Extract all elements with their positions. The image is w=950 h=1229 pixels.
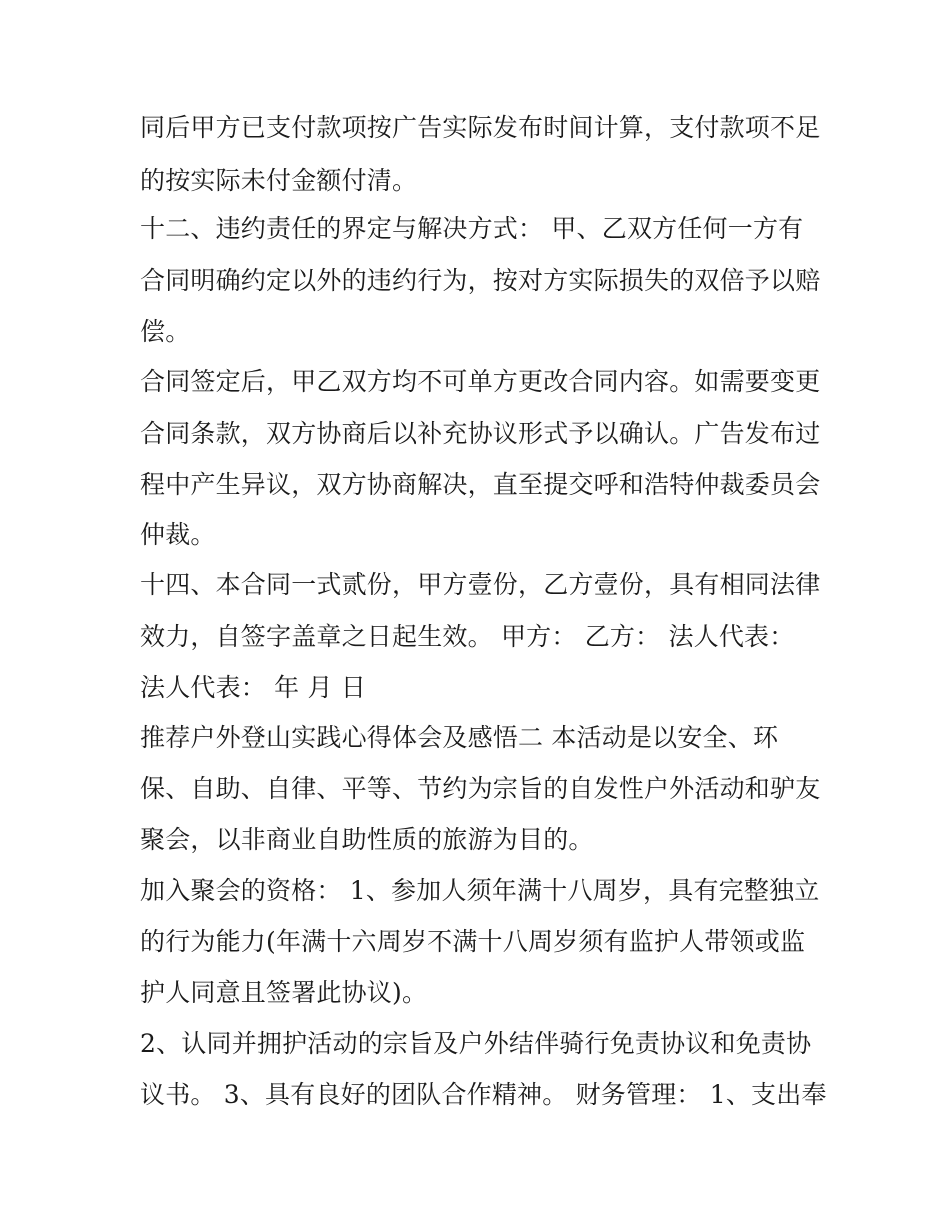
text-line: 程中产生异议，双方协商解决，直至提交呼和浩特仲裁委员会	[140, 470, 821, 499]
text-line: 效力，自签字盖章之日起生效。 甲方： 乙方： 法人代表：	[140, 622, 795, 651]
text-line: 合同条款，双方协商后以补充协议形式予以确认。广告发布过	[140, 419, 821, 448]
text-line: 合同明确约定以外的违约行为，按对方实际损失的双倍予以赔	[140, 266, 821, 295]
text-line: 十二、违约责任的界定与解决方式： 甲、乙双方任何一方有	[140, 214, 804, 243]
text-line: 加入聚会的资格： 1、参加人须年满十八周岁，具有完整独立	[140, 876, 820, 905]
text-line: 合同签定后，甲乙双方均不可单方更改合同内容。如需要变更	[140, 367, 821, 396]
text-line: 仲裁。	[140, 520, 216, 549]
text-line: 聚会，以非商业自助性质的旅游为目的。	[140, 825, 594, 854]
text-line: 的行为能力(年满十六周岁不满十八周岁须有监护人带领或监	[140, 927, 806, 956]
text-line: 护人同意且签署此协议)。	[140, 978, 428, 1007]
text-line: 同后甲方已支付款项按广告实际发布时间计算，支付款项不足	[140, 113, 821, 142]
text-line: 2、认同并拥护活动的宗旨及户外结伴骑行免责协议和免责协	[140, 1029, 812, 1058]
text-line: 推荐户外登山实践心得体会及感悟二 本活动是以安全、环	[140, 723, 779, 752]
text-line: 十四、本合同一式贰份，甲方壹份，乙方壹份，具有相同法律	[140, 570, 821, 599]
text-line: 的按实际未付金额付清。	[140, 166, 418, 195]
text-line: 偿。	[140, 317, 191, 346]
text-line: 保、自助、自律、平等、节约为宗旨的自发性户外活动和驴友	[140, 774, 821, 803]
text-line: 法人代表： 年 月 日	[140, 673, 367, 702]
text-line: 议书。 3、具有良好的团队合作精神。 财务管理： 1、支出奉	[140, 1080, 827, 1109]
